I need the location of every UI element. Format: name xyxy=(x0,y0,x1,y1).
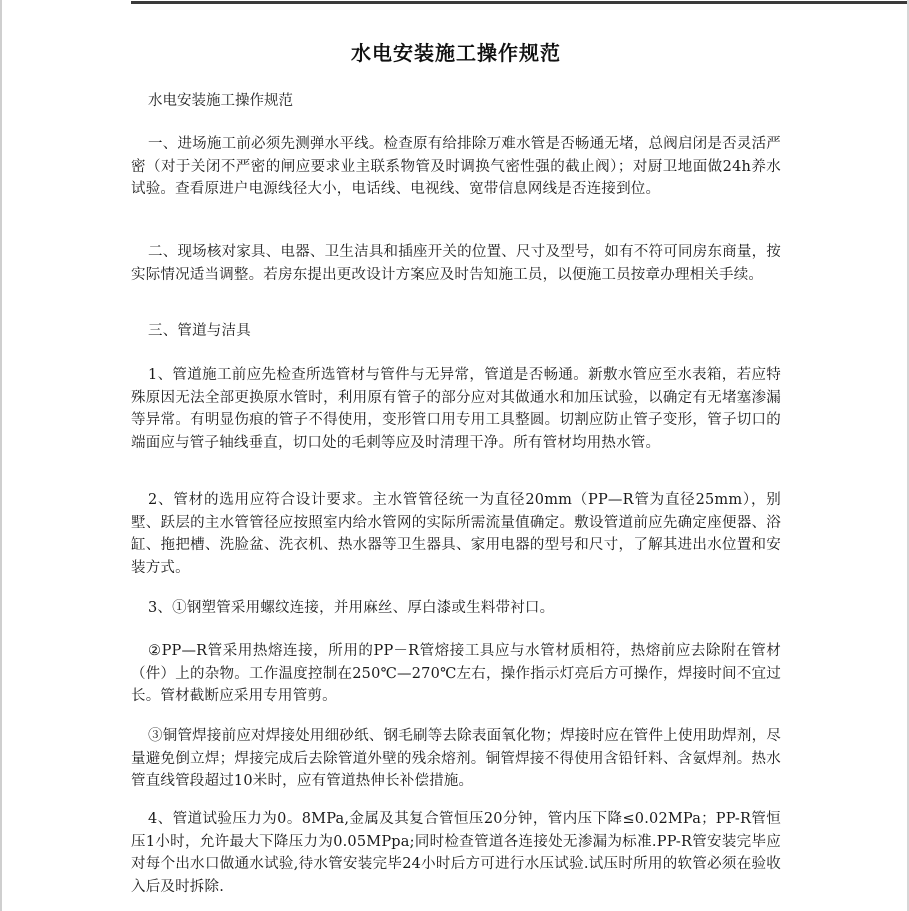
paragraph-site-entry: 一、进场施工前必须先测弹水平线。检查原有给排除万难水管是否畅通无堵，总阀启闭是否灵活严密（对于关闭不严密的闸应要求业主联系物管及时调换气密性强的截止阀）；对厨卫地面做24h养水试验。查看原进户电源线径大小，电话线、电视线、宽带信息网线是否连接到位。 xyxy=(131,136,781,197)
document-title: 水电安装施工操作规范 xyxy=(351,41,561,65)
paragraph-steel-plastic-pipe: 3、①钢塑管采用螺纹连接，并用麻丝、厚白漆或生料带衬口。 xyxy=(148,600,555,616)
section-heading-pipes-fixtures: 三、管道与洁具 xyxy=(148,323,251,339)
viewer-left-edge xyxy=(0,0,2,911)
paragraph-pipe-inspection: 1、管道施工前应先检查所选管材与管件与无异常，管道是否畅通。新敷水管应至水表箱，若应特殊原因无法全部更换原水管时，利用原有管子的部分应对其做通水和加压试验，以确定有无堵塞渗漏等异常。有明显伤痕的管子不得使用，变形管口用专用工具整圆。切割应防止管子变形，管子切口的端面应与管子轴线垂直，切口处的毛刺等应及时清理干净。所有管材均用热水管。 xyxy=(131,367,781,451)
document-subtitle: 水电安装施工操作规范 xyxy=(148,93,293,109)
paragraph-onsite-check: 二、现场核对家具、电器、卫生洁具和插座开关的位置、尺寸及型号，如有不符可同房东商量，按实际情况适当调整。若房东提出更改设计方案应及时告知施工员，以便施工员按章办理相关手续。 xyxy=(131,244,781,283)
paragraph-copper-pipe: ③铜管焊接前应对焊接处用细砂纸、钢毛刷等去除表面氧化物；焊接时应在管件上使用助焊剂，尽量避免倒立焊；焊接完成后去除管道外壁的残余熔剂。铜管焊接不得使用含铅钎料、含氨焊剂。热水管直线管段超过10米时，应有管道热伸长补偿措施。 xyxy=(131,728,781,789)
paragraph-pressure-test: 4、管道试验压力为0。8MPa,金属及其复合管恒压20分钟，管内压下降≤0.02MPa；PP-R管恒压1小时，允许最大下降压力为0.05MPpa;同时检查管道各连接处无渗漏为标准.PP-R管安装完毕应对每个出水口做通水试验,待水管安装完毕24小时后方可进行水压试验.试压时所用的软管必须在验收入后及时拆除. xyxy=(131,811,781,895)
paragraph-pipe-selection: 2、管材的选用应符合设计要求。主水管管径统一为直径20mm（PP—R管为直径25mm），别墅、跃层的主水管管径应按照室内给水管网的实际所需流量值确定。敷设管道前应先确定座便器、浴缸、拖把槽、洗脸盆、洗衣机、热水器等卫生器具、家用电器的型号和尺寸，了解其进出水位置和安装方式。 xyxy=(131,492,781,576)
document-page xyxy=(131,0,781,911)
paragraph-ppr-pipe: ②PP—R管采用热熔连接，所用的PP－R管熔接工具应与水管材质相符，热熔前应去除附在管材（件）上的杂物。工作温度控制在250℃—270℃左右，操作指示灯亮后方可操作，焊接时间不宜过长。管材截断应采用专用管剪。 xyxy=(131,643,781,704)
